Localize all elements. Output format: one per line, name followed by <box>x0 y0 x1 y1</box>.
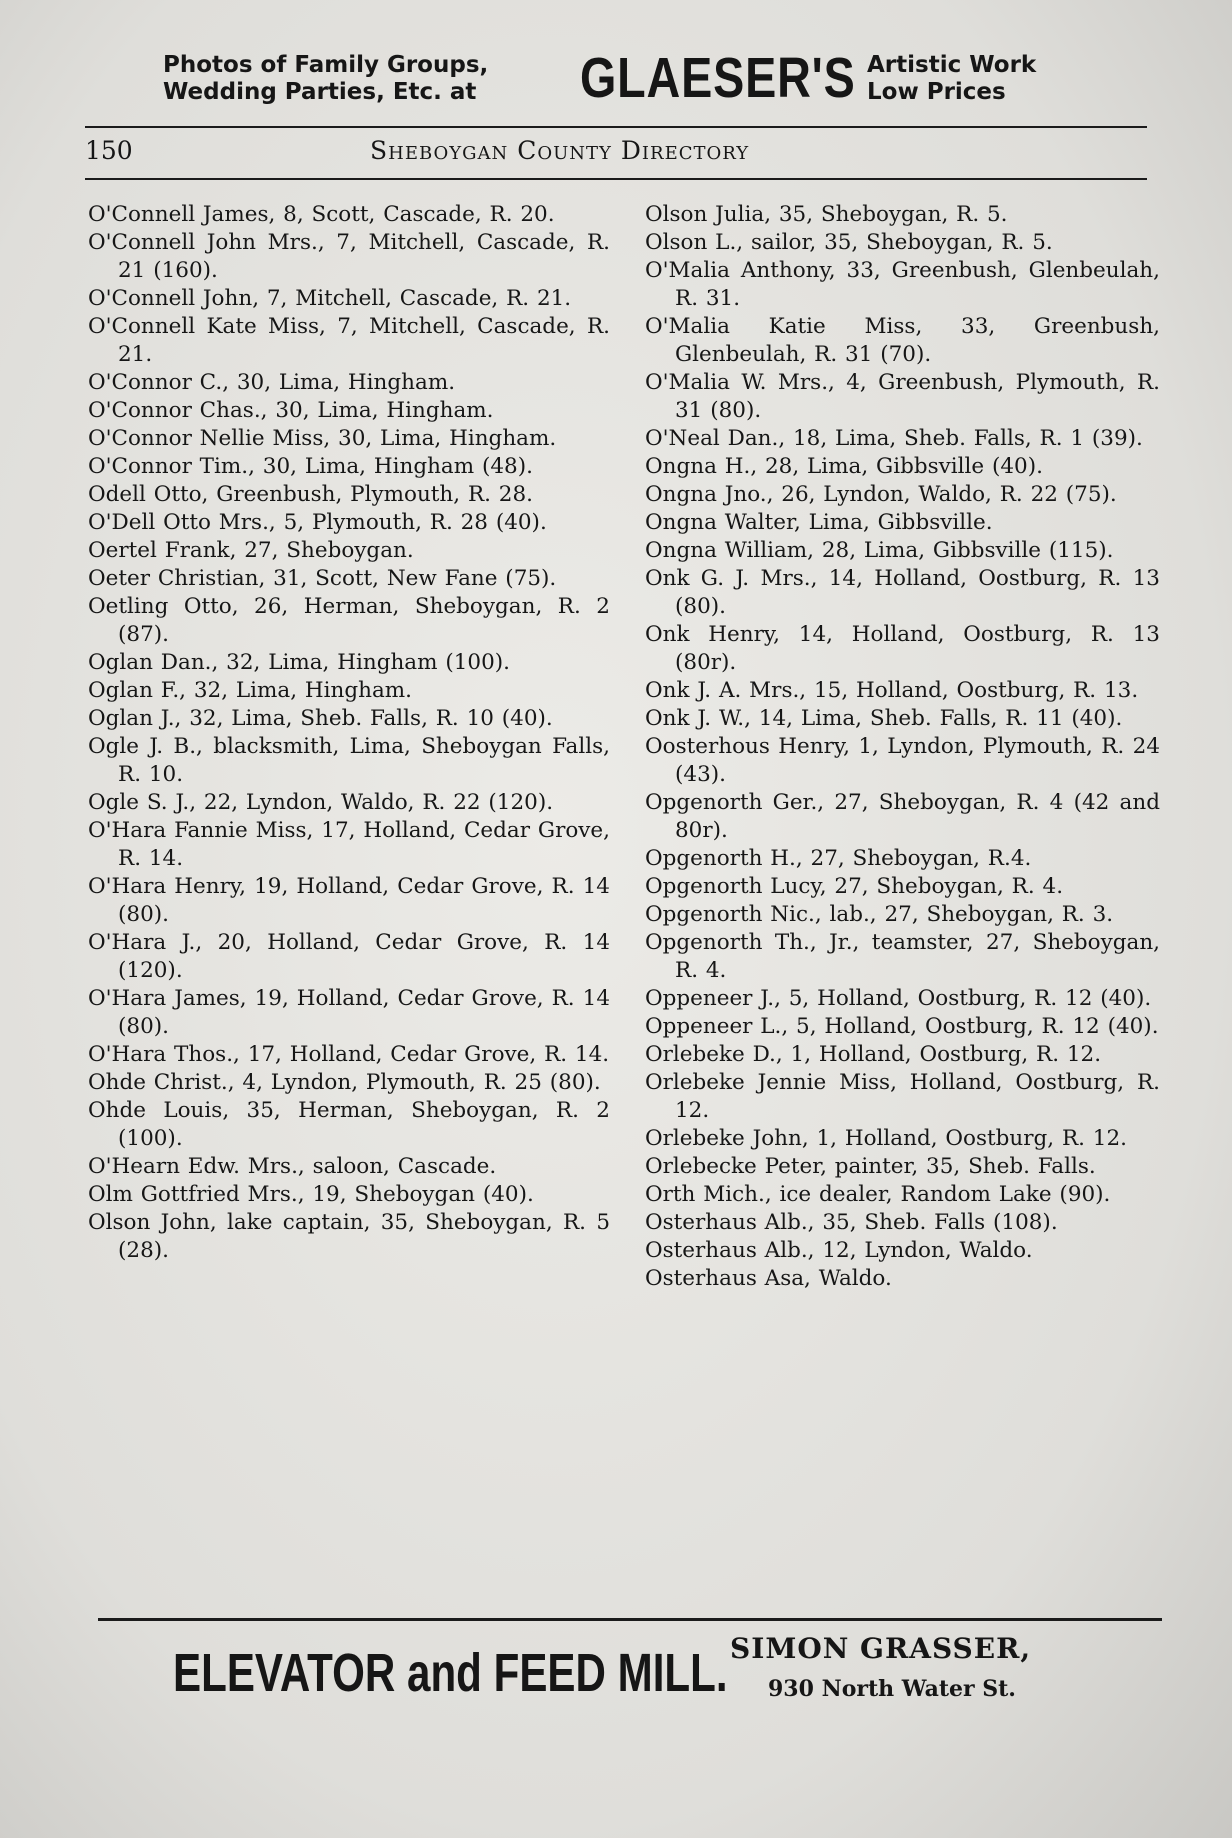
directory-entry: Opgenorth Lucy, 27, Sheboygan, R. 4. <box>645 874 1064 899</box>
directory-entry: Oertel Frank, 27, Sheboygan. <box>88 538 414 563</box>
ad-brand-name: GLAESER'S <box>580 46 856 110</box>
directory-entry: Oppeneer J., 5, Holland, Oostburg, R. 12 (40). <box>645 986 1152 1011</box>
ad-left-line: Photos of Family Groups, <box>163 52 489 78</box>
directory-entry: Osterhaus Asa, Waldo. <box>645 1266 892 1291</box>
directory-entry: Onk J. A. Mrs., 15, Holland, Oostburg, R. 13. <box>645 678 1139 703</box>
directory-entry: Oglan Dan., 32, Lima, Hingham (100). <box>88 650 510 675</box>
directory-entry: Odell Otto, Greenbush, Plymouth, R. 28. <box>88 482 533 507</box>
directory-entry: O'Hara Thos., 17, Holland, Cedar Grove, R. 14. <box>88 1042 610 1067</box>
running-title: Sheboygan County Directory <box>370 136 750 165</box>
directory-entry: Ohde Louis, 35, Herman, Sheboygan, R. 2 (100). <box>88 1098 610 1151</box>
directory-entry: O'Malia W. Mrs., 4, Greenbush, Plymouth, R. 31 (80). <box>645 370 1160 423</box>
directory-entry: Ongna Jno., 26, Lyndon, Waldo, R. 22 (75). <box>645 482 1117 507</box>
directory-entry: Onk G. J. Mrs., 14, Holland, Oostburg, R. 13 (80). <box>645 566 1160 619</box>
page-header <box>85 136 1145 168</box>
directory-entry: O'Connor Chas., 30, Lima, Hingham. <box>88 398 494 423</box>
directory-entry: Opgenorth Ger., 27, Sheboygan, R. 4 (42 and 80r). <box>645 790 1160 843</box>
ad-headline: ELEVATOR and FEED MILL. <box>173 1643 728 1703</box>
directory-entry: O'Connell Kate Miss, 7, Mitchell, Cascade, R. 21. <box>88 314 610 367</box>
ad-right-text <box>867 52 1127 106</box>
header-rule <box>85 178 1147 180</box>
directory-entry: Ongna William, 28, Lima, Gibbsville (115). <box>645 538 1114 563</box>
directory-entry: Orlebecke Peter, painter, 35, Sheb. Falls. <box>645 1154 1096 1179</box>
directory-entry: O'Malia Katie Miss, 33, Greenbush, Glenbeulah, R. 31 (70). <box>645 314 1160 367</box>
directory-entry: O'Malia Anthony, 33, Greenbush, Glenbeulah, R. 31. <box>645 258 1160 311</box>
directory-entry: Orth Mich., ice dealer, Random Lake (90). <box>645 1182 1111 1207</box>
directory-entry: Orlebeke D., 1, Holland, Oostburg, R. 12. <box>645 1042 1102 1067</box>
directory-entry: O'Connor C., 30, Lima, Hingham. <box>88 370 456 395</box>
top-advertisement <box>85 46 1145 114</box>
directory-entry: Olson L., sailor, 35, Sheboygan, R. 5. <box>645 230 1053 255</box>
directory-entry: Orlebeke John, 1, Holland, Oostburg, R. 12. <box>645 1126 1128 1151</box>
directory-entry: Orlebeke Jennie Miss, Holland, Oostburg, R. 12. <box>645 1070 1160 1123</box>
directory-entry: Osterhaus Alb., 35, Sheb. Falls (108). <box>645 1210 1058 1235</box>
directory-entry: O'Hara J., 20, Holland, Cedar Grove, R. 14 (120). <box>88 930 610 983</box>
directory-entry: O'Hearn Edw. Mrs., saloon, Cascade. <box>88 1154 497 1179</box>
directory-entry: Onk J. W., 14, Lima, Sheb. Falls, R. 11 (40). <box>645 706 1123 731</box>
top-rule <box>85 126 1147 128</box>
footer-rule <box>98 1618 1162 1621</box>
directory-entry: O'Connell James, 8, Scott, Cascade, R. 20. <box>88 202 555 227</box>
bottom-advertisement <box>85 1628 1165 1728</box>
ad-address: 930 North Water St. <box>768 1676 1016 1702</box>
directory-entry: Olm Gottfried Mrs., 19, Sheboygan (40). <box>88 1182 534 1207</box>
directory-entry: Oeter Christian, 31, Scott, New Fane (75). <box>88 566 557 591</box>
page-number: 150 <box>85 136 133 165</box>
directory-entry: Onk Henry, 14, Holland, Oostburg, R. 13 (80r). <box>645 622 1160 675</box>
directory-entry: Ogle J. B., blacksmith, Lima, Sheboygan Falls, R. 10. <box>88 734 610 787</box>
right-column <box>645 201 1160 1293</box>
directory-entry: O'Connell John, 7, Mitchell, Cascade, R. 21. <box>88 286 572 311</box>
directory-entry: Osterhaus Alb., 12, Lyndon, Waldo. <box>645 1238 1033 1263</box>
left-column <box>88 201 610 1265</box>
directory-entry: Ongna H., 28, Lima, Gibbsville (40). <box>645 454 1043 479</box>
ad-left-text <box>163 52 493 106</box>
directory-entry: Olson Julia, 35, Sheboygan, R. 5. <box>645 202 1008 227</box>
directory-entry: Oppeneer L., 5, Holland, Oostburg, R. 12 (40). <box>645 1014 1159 1039</box>
directory-entry: O'Connor Nellie Miss, 30, Lima, Hingham. <box>88 426 557 451</box>
directory-entry: Opgenorth Nic., lab., 27, Sheboygan, R. 3. <box>645 902 1114 927</box>
directory-entry: Oetling Otto, 26, Herman, Sheboygan, R. 2 (87). <box>88 594 610 647</box>
directory-entry: O'Dell Otto Mrs., 5, Plymouth, R. 28 (40). <box>88 510 547 535</box>
directory-entry: O'Connor Tim., 30, Lima, Hingham (48). <box>88 454 533 479</box>
directory-entry: Oosterhous Henry, 1, Lyndon, Plymouth, R. 24 (43). <box>645 734 1160 787</box>
directory-entry: O'Hara Henry, 19, Holland, Cedar Grove, R. 14 (80). <box>88 874 610 927</box>
directory-entry: O'Hara James, 19, Holland, Cedar Grove, R. 14 (80). <box>88 986 610 1039</box>
directory-entry: Oglan F., 32, Lima, Hingham. <box>88 678 413 703</box>
directory-entry: Olson John, lake captain, 35, Sheboygan, R. 5 (28). <box>88 1210 610 1263</box>
directory-entry: Opgenorth Th., Jr., teamster, 27, Sheboygan, R. 4. <box>645 930 1160 983</box>
directory-entry: Opgenorth H., 27, Sheboygan, R.4. <box>645 846 1032 871</box>
ad-right-line: Low Prices <box>867 79 1006 105</box>
directory-entry: Ongna Walter, Lima, Gibbsville. <box>645 510 993 535</box>
directory-entry: O'Neal Dan., 18, Lima, Sheb. Falls, R. 1 (39). <box>645 426 1143 451</box>
directory-entry: O'Connell John Mrs., 7, Mitchell, Cascade, R. 21 (160). <box>88 230 610 283</box>
directory-entry: O'Hara Fannie Miss, 17, Holland, Cedar Grove, R. 14. <box>88 818 610 871</box>
ad-left-line: Wedding Parties, Etc. at <box>163 79 477 105</box>
directory-entry: Oglan J., 32, Lima, Sheb. Falls, R. 10 (40). <box>88 706 553 731</box>
directory-entry: Ohde Christ., 4, Lyndon, Plymouth, R. 25 (80). <box>88 1070 601 1095</box>
ad-right-line: Artistic Work <box>867 52 1037 78</box>
directory-entry: Ogle S. J., 22, Lyndon, Waldo, R. 22 (120). <box>88 790 554 815</box>
ad-business-name: SIMON GRASSER, <box>730 1632 1032 1665</box>
